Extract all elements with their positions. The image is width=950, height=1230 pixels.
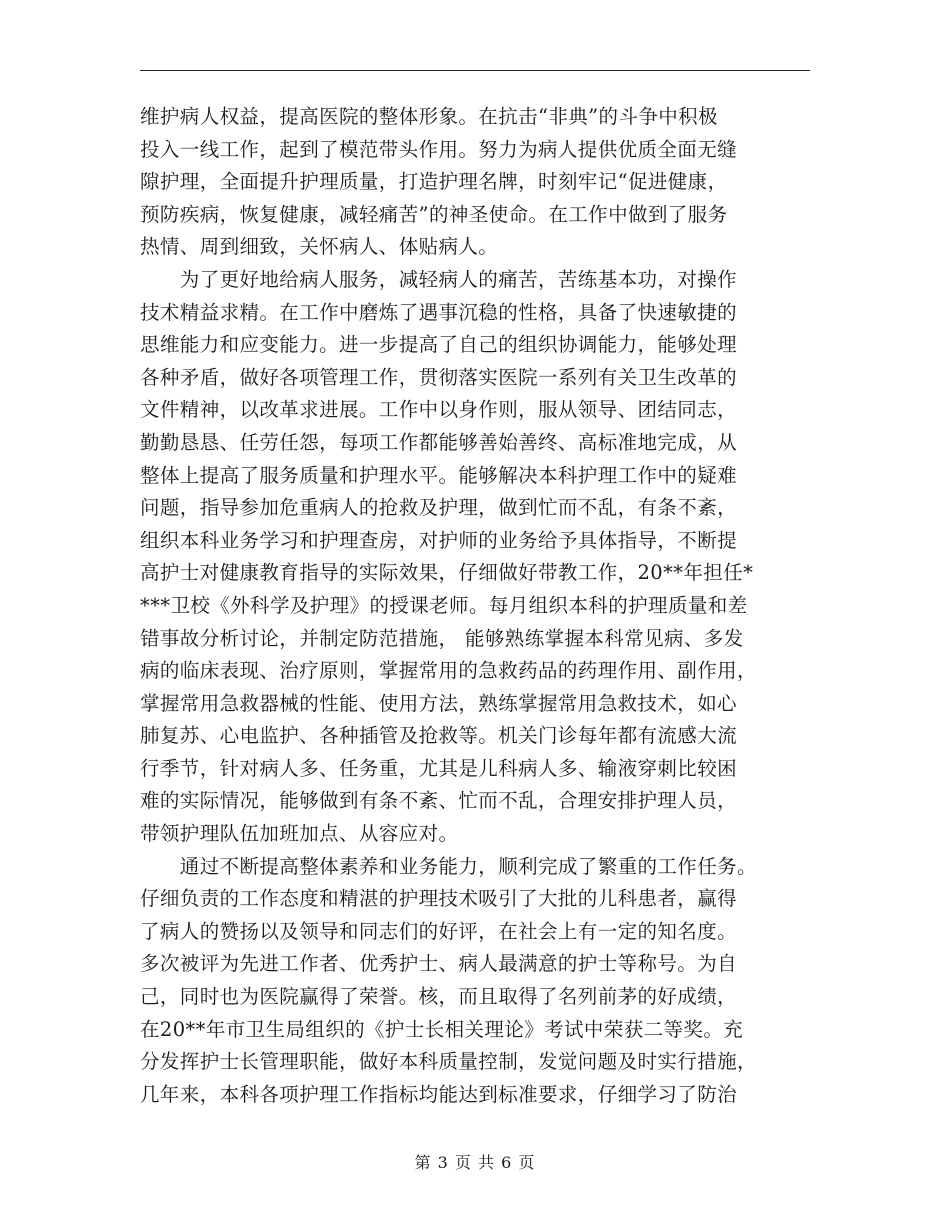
- text-line: 整体上提高了服务质量和护理水平。能够解决本科护理工作中的疑难: [140, 463, 738, 487]
- text-line: 勤勤恳恳、任劳任怨，每项工作都能够善始善终、高标准地完成，从: [140, 430, 738, 454]
- text-line: 几年来，本科各项护理工作指标均能达到标准要求，仔细学习了防治: [140, 1082, 738, 1106]
- text-line: 掌握常用急救器械的性能、使用方法，熟练掌握常用急救技术，如心: [140, 691, 738, 715]
- text-line: 为了更好地给病人服务，减轻病人的痛苦，苦练基本功，对操作: [140, 267, 738, 291]
- text-line: 热情、周到细致，关怀病人、体贴病人。: [140, 235, 499, 259]
- text-line: 思维能力和应变能力。进一步提高了自己的组织协调能力，能够处理: [140, 333, 738, 357]
- text-line: 错事故分析讨论，并制定防范措施， 能够熟练掌握本科常见病、多发: [140, 626, 744, 650]
- text-line: 高护士对健康教育指导的实际效果，仔细做好带教工作，20**年担任*: [140, 561, 754, 585]
- text-line: 预防疾病，恢复健康，减轻痛苦”的神圣使命。在工作中做到了服务: [140, 202, 728, 226]
- text-line: 带领护理队伍加班加点、从容应对。: [140, 822, 459, 846]
- text-line: 文件精神，以改革求进展。工作中以身作则，服从领导、团结同志，: [140, 398, 738, 422]
- body-text: [140, 101, 810, 1111]
- text-line: 维护病人权益，提高医院的整体形象。在抗击“非典”的斗争中积极: [140, 105, 718, 128]
- text-line: 问题，指导参加危重病人的抢救及护理，做到忙而不乱，有条不紊，: [140, 496, 738, 520]
- page-number-footer: 第 3 页 共 6 页: [414, 1153, 536, 1172]
- text-line: 仔细负责的工作态度和精湛的护理技术吸引了大批的儿科患者，赢得: [140, 887, 738, 911]
- text-line: 行季节，针对病人多、任务重，尤其是儿科病人多、输液穿刺比较困: [140, 756, 738, 780]
- text-line: 组织本科业务学习和护理查房，对护师的业务给予具体指导，不断提: [140, 528, 738, 552]
- text-line: 病的临床表现、治疗原则，掌握常用的急救药品的药理作用、副作用，: [140, 659, 757, 683]
- text-line: 隙护理，全面提升护理质量，打造护理名牌，时刻牢记“促进健康，: [140, 170, 728, 194]
- text-line: 通过不断提高整体素养和业务能力，顺利完成了繁重的工作任务。: [140, 854, 757, 878]
- text-line: 了病人的赞扬以及领导和同志们的好评，在社会上有一定的知名度。: [140, 919, 738, 943]
- text-line: 在20**年市卫生局组织的《护士长相关理论》考试中荣获二等奖。充: [140, 1017, 744, 1041]
- header-rule: [140, 70, 810, 71]
- text-line: 分发挥护士长管理职能，做好本科质量控制，发觉问题及时实行措施，: [140, 1050, 757, 1074]
- text-line: 肺复苏、心电监护、各种插管及抢救等。机关门诊每年都有流感大流: [140, 724, 738, 748]
- text-line: 己，同时也为医院赢得了荣誉。核，而且取得了名列前茅的好成绩，: [140, 985, 738, 1009]
- text-line: ***卫校《外科学及护理》的授课老师。每月组织本科的护理质量和差: [140, 593, 748, 617]
- text-line: 多次被评为先进工作者、优秀护士、病人最满意的护士等称号。为自: [140, 952, 738, 976]
- text-line: 各种矛盾，做好各项管理工作，贯彻落实医院一系列有关卫生改革的: [140, 365, 738, 389]
- text-line: 技术精益求精。在工作中磨炼了遇事沉稳的性格，具备了快速敏捷的: [140, 300, 738, 324]
- text-line: 投入一线工作，起到了模范带头作用。努力为病人提供优质全面无缝: [140, 137, 738, 161]
- text-line: 难的实际情况，能够做到有条不紊、忙而不乱，合理安排护理人员，: [140, 789, 738, 813]
